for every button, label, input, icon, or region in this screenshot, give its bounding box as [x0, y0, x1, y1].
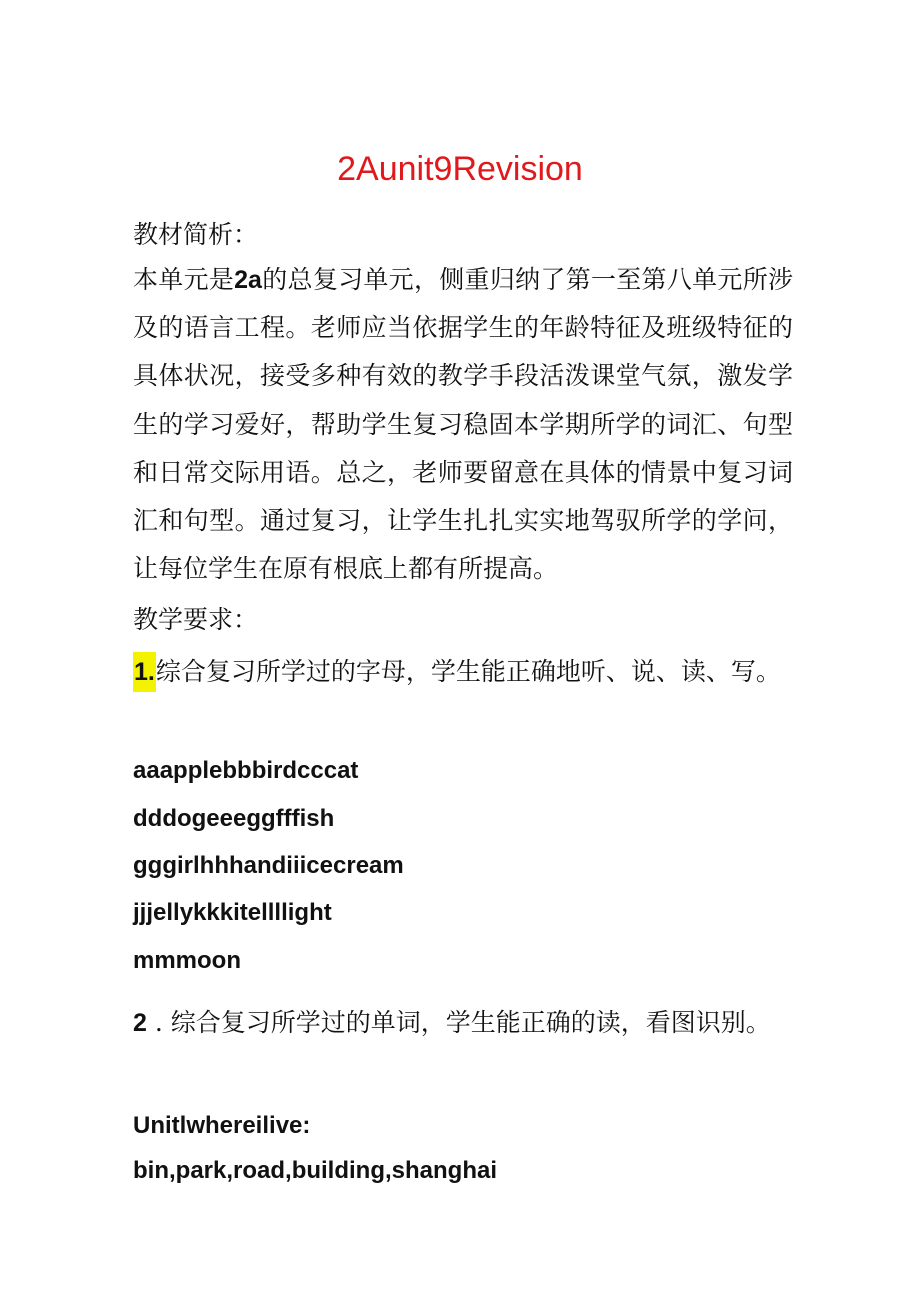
letters-line-4: jjjellykkkitellllight	[133, 899, 332, 926]
unit-heading: Unitlwhereilive:	[133, 1112, 311, 1139]
analysis-text-start: 本单元是	[133, 265, 235, 294]
letters-line-3: gggirlhhhandiiicecream	[133, 852, 404, 879]
letters-line-5: mmmoon	[133, 947, 241, 974]
analysis-text-rest: 的总复习单元，侧重归纳了第一至第八单元所涉及的语言工程。老师应当依据学生的年龄特征及班级特征的具体状况，接受多种有效的教学手段活泼课堂气氛，激发学生的学习爱好，帮助学生复习稳固本学期所学的词汇、句型和日常交际用语。总之，老师要留意在具体的情景中复习词汇和句型。通过复习，让学生扎扎实实地驾驭所学的学问，让每位学生在原有根底上都有所提高。	[133, 265, 793, 584]
analysis-paragraph	[133, 256, 793, 593]
requirement-item-1	[133, 648, 793, 696]
requirement-text: . 综合复习所学过的单词，学生能正确的读，看图识别。	[146, 1008, 771, 1037]
requirement-number: 2	[133, 1009, 147, 1037]
analysis-text-bold: 2a	[234, 266, 262, 294]
section-analysis-label: 教材简析：	[133, 220, 259, 249]
requirement-number-highlighted: 1.	[133, 652, 156, 692]
page-title: 2Aunit9Revision	[337, 150, 583, 188]
requirement-text: 综合复习所学过的字母，学生能正确地听、说、读、写。	[155, 657, 781, 686]
unit-word-list: bin,park,road,building,shanghai	[133, 1157, 498, 1184]
requirement-item-2	[133, 999, 793, 1047]
letters-line-2: dddogeeeggfffish	[133, 805, 335, 832]
letters-line-1: aaapplebbbirdcccat	[133, 757, 359, 784]
section-requirements-label: 教学要求：	[133, 605, 259, 634]
